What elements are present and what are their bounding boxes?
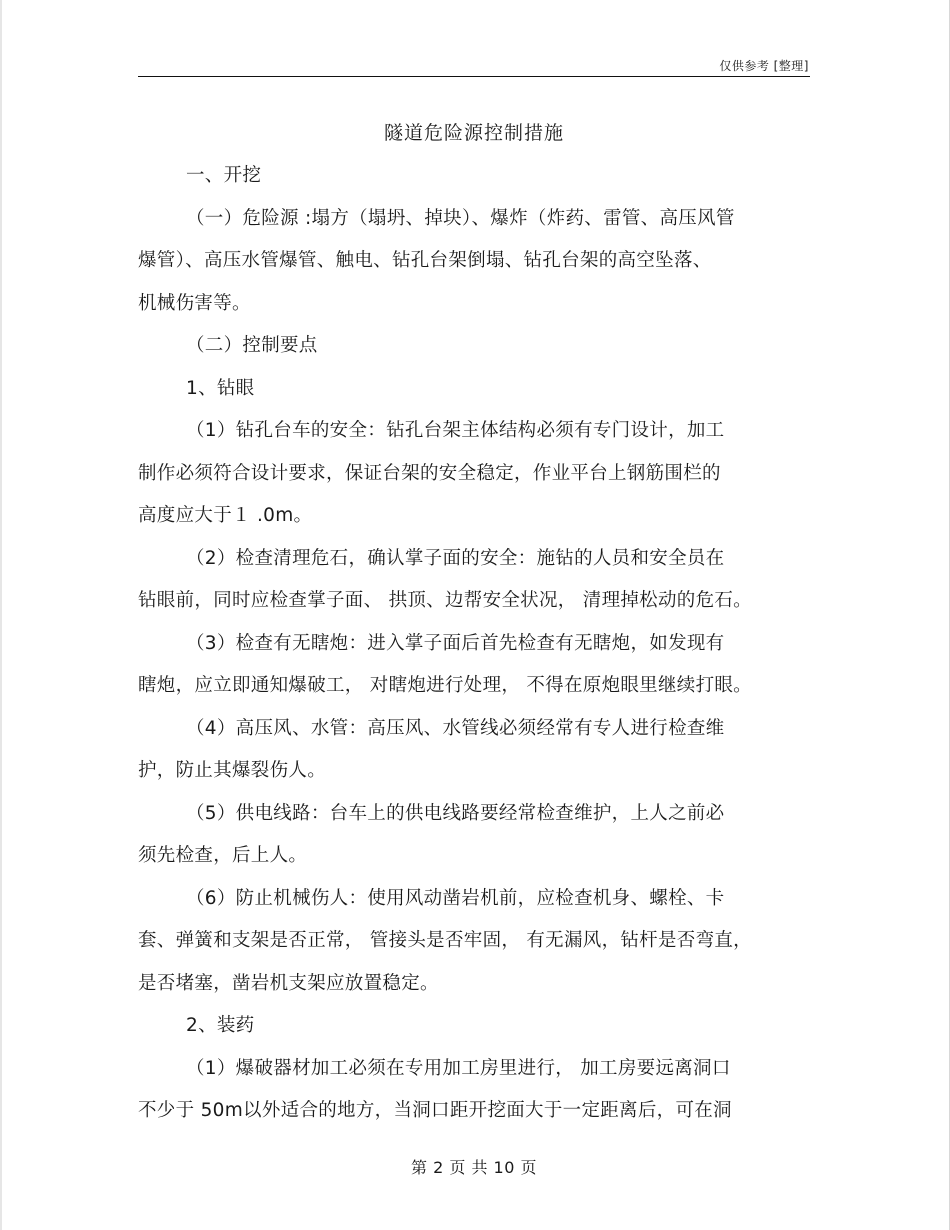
paragraph-line: 护，防止其爆裂伤人。: [138, 760, 327, 781]
paragraph-line: （6）防止机械伤人：使用风动凿岩机前，应检查机身、螺栓、卡: [186, 887, 725, 909]
subsection-heading: 1、钻眼: [186, 377, 255, 399]
document-body: [138, 155, 810, 1133]
section-heading: 一、开挖: [186, 165, 262, 186]
paragraph-line: （5）供电线路：台车上的供电线路要经常检查维护，上人之前必: [186, 802, 725, 824]
paragraph-line: 须先检查，后上人。: [138, 845, 308, 866]
paragraph-line: （2）检查清理危石，确认掌子面的安全：施钻的人员和安全员在: [186, 547, 725, 569]
paragraph-line: 制作必须符合设计要求，保证台架的安全稳定，作业平台上钢筋围栏的: [138, 462, 721, 484]
paragraph-line: 套、弹簧和支架是否正常， 管接头是否牢固， 有无漏风，钻杆是否弯直，: [138, 930, 752, 951]
page-left-edge: [0, 0, 2, 1230]
paragraph-line: （1）爆破器材加工必须在专用加工房里进行， 加工房要远离洞口: [186, 1057, 731, 1079]
paragraph-line: （3）检查有无瞎炮：进入掌子面后首先检查有无瞎炮，如发现有: [186, 632, 725, 654]
paragraph-line: （一）危险源 :塌方（塌坍、掉块）、爆炸（炸药、雷管、高压风管: [186, 207, 735, 229]
paragraph-line: 爆管）、高压水管爆管、触电、钻孔台架倒塌、钻孔台架的高空坠落、: [138, 250, 712, 271]
paragraph-line: 高度应大于１ .0m。: [138, 505, 313, 526]
paragraph-line: 瞎炮，应立即通知爆破工， 对瞎炮进行处理， 不得在原炮眼里继续打眼。: [138, 675, 752, 696]
paragraph-line: （4）高压风、水管：高压风、水管线必须经常有专人进行检查维: [186, 717, 725, 739]
subsection-heading: 2、装药: [186, 1015, 255, 1036]
paragraph-line: 是否堵塞，凿岩机支架应放置稳定。: [138, 972, 439, 994]
subsection-heading: （二）控制要点: [186, 335, 318, 356]
paragraph-line: 不少于 50m以外适合的地方，当洞口距开挖面大于一定距离后，可在洞: [138, 1100, 732, 1121]
paragraph-line: （1）钻孔台车的安全：钻孔台架主体结构必须有专门设计，加工: [186, 420, 725, 441]
header-note: 仅供参考 [整理]: [719, 59, 809, 73]
paragraph-line: 钻眼前，同时应检查掌子面、 拱顶、边帮安全状况， 清理掉松动的危石。: [138, 590, 752, 611]
paragraph-line: 机械伤害等。: [138, 292, 251, 314]
header-rule: [138, 76, 810, 77]
page-number-footer: 第 2 页 共 10 页: [411, 1158, 537, 1177]
document-title: 隧道危险源控制措施: [383, 122, 564, 144]
